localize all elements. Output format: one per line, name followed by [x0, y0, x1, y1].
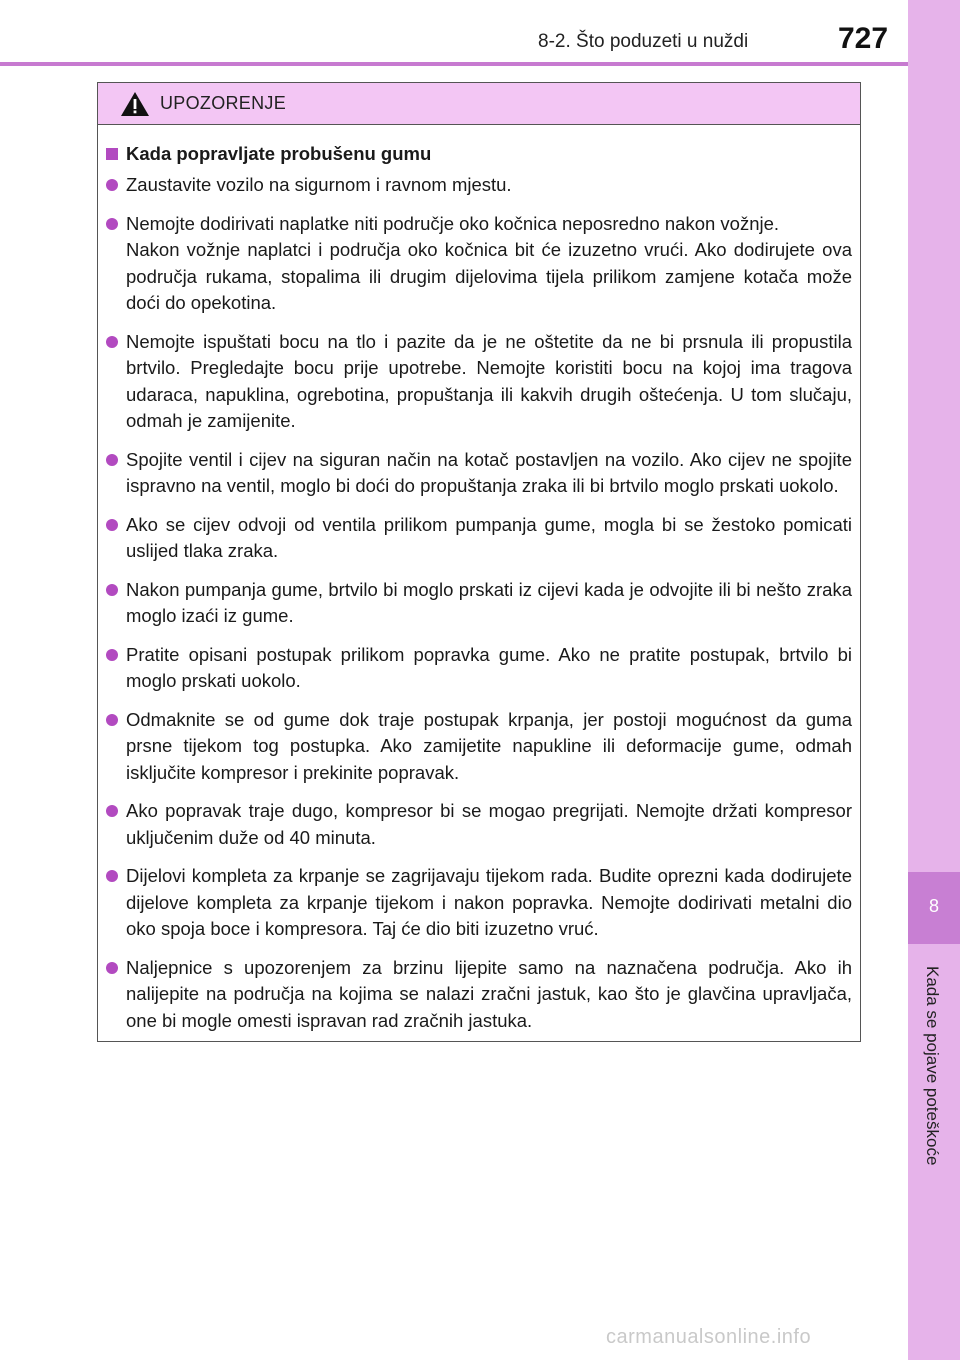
list-item-paragraph: Ako se cijev odvoji od ventila prilikom pumpanja gume, mogla bi se žestoko pomicati uslijed tlaka zraka.: [126, 513, 852, 561]
list-item-text: [126, 447, 852, 500]
list-item-paragraph: Nakon pumpanja gume, brtvilo bi moglo prskati iz cijevi kada je odvojite ili bi nešto zraka moglo izaći iz gume.: [126, 578, 852, 626]
bullet-icon: [106, 519, 118, 531]
list-item: [106, 512, 852, 565]
warning-body: [98, 125, 860, 1034]
chapter-number: 8: [928, 896, 939, 916]
list-item-paragraph: Nakon vožnje naplatci i područja oko kočnica bit će izuzetno vrući. Ako dodirujete ova područja rukama, stopalima ili drugim dijelovima tijela prilikom zamjene kotača može doći do opekotina.: [126, 239, 852, 313]
bullet-icon: [106, 805, 118, 817]
list-item-text: [126, 707, 852, 787]
list-item: [106, 798, 852, 851]
bullet-icon: [106, 649, 118, 661]
list-item: [106, 642, 852, 695]
list-item-paragraph: Nemojte ispuštati bocu na tlo i pazite da je ne oštetite da ne bi prsnula ili propustila brtvilo. Pregledajte bocu prije upotrebe. Nemojte koristiti bocu na kojoj ima tragova udaraca, napuklina, ogrebotina, propuštanja ili kakvih drugih oštećenja. U tom slučaju, odmah je zamijenite.: [126, 330, 852, 431]
chapter-side-tab: [908, 0, 960, 1360]
list-item-text: [126, 577, 852, 630]
bullet-icon: [106, 714, 118, 726]
page-number: 727: [838, 22, 889, 55]
list-item-text: [126, 512, 852, 565]
list-item-paragraph: Odmaknite se od gume dok traje postupak krpanja, jer postoji mogućnost da guma prsne tijekom tog postupka. Ako zamijetite napukline ili deformacije gume, odmah isključite kompresor i prekinite popravak.: [126, 708, 852, 783]
list-item-text: [126, 798, 852, 851]
bullet-icon: [106, 962, 118, 974]
list-item-paragraph: Ako popravak traje dugo, kompresor bi se mogao pregrijati. Nemojte držati kompresor uključenim duže od 40 minuta.: [126, 800, 852, 848]
bullet-icon: [106, 179, 118, 191]
warning-header: [98, 83, 860, 125]
list-item: [106, 211, 852, 317]
list-item: [106, 447, 852, 500]
list-item-text: [126, 329, 852, 435]
bullet-icon: [106, 870, 118, 882]
warning-subheading: [106, 143, 852, 165]
chapter-label: Kada se pojave poteškoće: [923, 966, 942, 1166]
square-bullet-icon: [106, 148, 118, 160]
list-item: [106, 863, 852, 943]
list-item-paragraph: Zaustavite vozilo na sigurnom i ravnom mjestu.: [126, 174, 512, 195]
header-rule: [0, 62, 908, 66]
warning-title: UPOZORENJE: [160, 93, 287, 113]
list-item-paragraph: Nemojte dodirivati naplatke niti područje oko kočnica neposredno nakon vožnje.: [126, 212, 780, 234]
warning-triangle-icon: [120, 91, 150, 117]
section-title: 8-2. Što poduzeti u nuždi: [538, 31, 749, 52]
list-item-text: [126, 211, 852, 317]
list-item-text: [126, 863, 852, 943]
list-item: [106, 577, 852, 630]
list-item-text: [126, 642, 852, 695]
warning-list: [106, 172, 852, 1034]
list-item-text: [126, 955, 852, 1035]
list-item-text: [126, 172, 852, 199]
bullet-icon: [106, 218, 118, 230]
list-item-paragraph: Dijelovi kompleta za krpanje se zagrijavaju tijekom rada. Budite oprezni kada dodirujete dijelove kompleta za krpanje tijekom i nakon popravka. Nemojte dodirivati metalni dio oko spoja boce i kompresora. Taj će dio biti izuzetno vruć.: [126, 865, 852, 939]
list-item-paragraph: Pratite opisani postupak prilikom popravka gume. Ako ne pratite postupak, brtvilo bi moglo prskati uokolo.: [126, 643, 852, 691]
list-item: [106, 172, 852, 199]
bullet-icon: [106, 584, 118, 596]
watermark: carmanualsonline.info: [606, 1326, 812, 1348]
warning-subheading-text: Kada popravljate probušenu gumu: [126, 143, 432, 164]
bullet-icon: [106, 336, 118, 348]
list-item: [106, 955, 852, 1035]
list-item: [106, 329, 852, 435]
list-item-paragraph: Naljepnice s upozorenjem za brzinu lijepite samo na naznačena područja. Ako ih nalijepite na područja na kojima se nalazi zračni jastuk, kao što je glavčina upravljača, one bi mogle omesti ispravan rad zračnih jastuka.: [126, 956, 852, 1031]
bullet-icon: [106, 454, 118, 466]
warning-box: [97, 82, 861, 1042]
list-item: [106, 707, 852, 787]
list-item-paragraph: Spojite ventil i cijev na siguran način na kotač postavljen na vozilo. Ako cijev ne spojite ispravno na ventil, moglo bi doći do propuštanja zraka ili bi brtvilo moglo prskati uokolo.: [126, 448, 852, 496]
